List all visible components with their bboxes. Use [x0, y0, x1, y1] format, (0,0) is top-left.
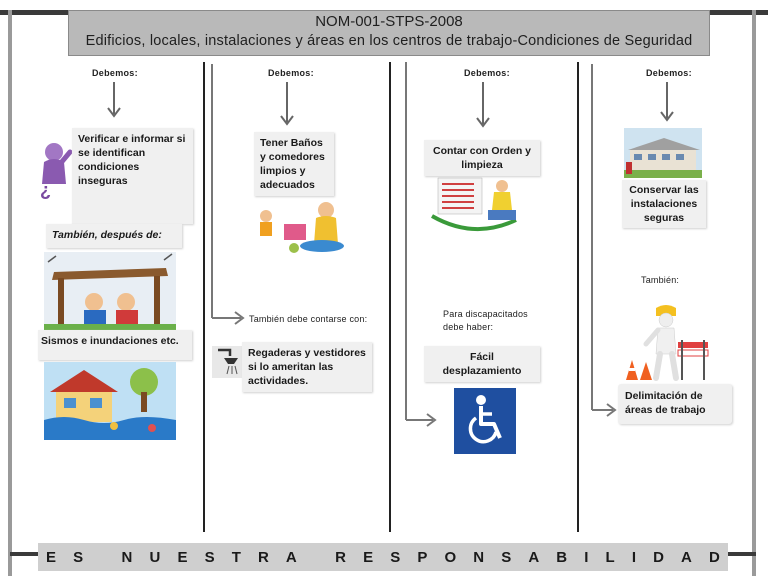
footer-letter: D — [653, 548, 664, 566]
header-subtitle: Edificios, locales, instalaciones y áreas en los centros de trabajo-Condiciones de Seguridad — [85, 33, 693, 49]
col4-box-line: instalaciones — [630, 198, 698, 210]
col4-label: Debemos: — [646, 68, 692, 78]
col3-down-arrow-icon — [473, 82, 493, 128]
col1-events-box — [38, 330, 192, 360]
frame-right-line — [752, 10, 756, 576]
col3-disabled-label-line: debe haber: — [443, 322, 494, 332]
col4-side-arrow-icon — [591, 64, 621, 418]
footer-letter: N — [473, 548, 485, 566]
col2-box-line: limpios y — [260, 165, 306, 177]
footer-banner — [38, 543, 728, 571]
col2-box-line: Tener Baños — [260, 137, 323, 149]
col4-box-line: Conservar las — [629, 184, 699, 196]
question-person-icon — [36, 138, 72, 198]
footer-letter: S — [73, 548, 84, 566]
col1-down-arrow-icon — [104, 82, 124, 122]
footer-letter: S — [390, 548, 401, 566]
shower-icon — [212, 346, 242, 378]
footer-letter: P — [417, 548, 428, 566]
header-banner — [68, 10, 710, 56]
order-cleaning-illustration-icon — [428, 176, 520, 238]
footer-letter: O — [444, 548, 457, 566]
col3-box-line: Contar con Orden y — [432, 145, 531, 157]
divider-3 — [577, 62, 579, 532]
footer-letter: E — [177, 548, 188, 566]
footer-letter — [314, 549, 318, 566]
footer-letter: L — [605, 548, 615, 566]
col1-box-line: Verificar e informar si — [78, 133, 186, 145]
footer-letter: S — [501, 548, 512, 566]
footer-letter: N — [121, 548, 133, 566]
footer-letter: T — [231, 548, 241, 566]
col2-box-line: y comedores — [260, 151, 325, 163]
footer-letter: R — [335, 548, 346, 566]
col1-box-line: condiciones — [78, 161, 140, 173]
col1-box-line: se identifican — [78, 147, 146, 159]
col3-label: Debemos: — [464, 68, 510, 78]
wheelchair-icon — [454, 388, 516, 454]
footer-letter: S — [204, 548, 215, 566]
col2-showers-box — [242, 342, 372, 392]
col4-delimit-box — [618, 384, 732, 424]
col3-disabled-label — [443, 308, 528, 334]
footer-letter: U — [149, 548, 161, 566]
footer-letter: E — [363, 548, 374, 566]
col3-disabled-box-line: desplazamiento — [442, 365, 522, 377]
flood-illustration-icon — [44, 362, 176, 440]
col4-box-line: seguras — [643, 212, 685, 224]
col3-disabled-box-line: Fácil — [470, 351, 494, 363]
col4-also-label: También: — [641, 275, 680, 285]
svg-text:¿: ¿ — [40, 180, 51, 200]
col1-verify-box — [72, 128, 193, 224]
footer-letter: A — [285, 548, 297, 566]
col2-also-box-line: si lo ameritan las — [248, 361, 334, 373]
footer-letter: I — [631, 548, 636, 566]
col2-box-line: adecuados — [260, 179, 315, 191]
footer-letter: E — [46, 548, 57, 566]
col4-also-box-line: áreas de trabajo — [625, 404, 706, 416]
col1-also-after-text: También, después de: — [52, 229, 162, 241]
footer-letter: D — [709, 548, 720, 566]
col4-keep-safe-box — [622, 180, 706, 228]
worker-barricade-icon — [620, 304, 712, 382]
col2-bathrooms-box — [254, 132, 334, 196]
footer-letter: B — [556, 548, 568, 566]
footer-letter: R — [257, 548, 269, 566]
footer-letter: A — [681, 548, 692, 566]
col2-also-box-line: actividades. — [248, 375, 309, 387]
col1-box-line: inseguras — [78, 175, 128, 187]
col1-events-text: Sismos e inundaciones etc. — [41, 335, 179, 347]
dining-illustration-icon — [254, 200, 344, 256]
col2-side-arrow-icon — [211, 64, 247, 322]
frame-left-line — [8, 10, 12, 576]
col3-disabled-label-line: Para discapacitados — [443, 309, 528, 319]
col3-box-line: limpieza — [461, 159, 503, 171]
divider-1 — [203, 62, 205, 532]
col4-also-box-line: Delimitación de — [625, 390, 703, 402]
divider-2 — [389, 62, 391, 532]
footer-letter: I — [584, 548, 589, 566]
header-title: NOM-001-STPS-2008 — [315, 13, 463, 30]
col2-label: Debemos: — [268, 68, 314, 78]
earthquake-illustration-icon — [44, 252, 176, 332]
col2-also-box-line: Regaderas y vestidores — [248, 347, 366, 359]
col1-also-after-box — [46, 224, 182, 248]
col2-also-label: También debe contarse con: — [249, 314, 368, 324]
footer-letter: A — [528, 548, 540, 566]
col3-mobility-box — [424, 346, 540, 382]
col1-label: Debemos: — [92, 68, 138, 78]
col2-down-arrow-icon — [277, 82, 297, 128]
building-illustration-icon — [624, 128, 702, 178]
col3-order-box — [424, 140, 540, 176]
footer-letter — [100, 549, 104, 566]
col4-down-arrow-icon — [657, 82, 677, 124]
